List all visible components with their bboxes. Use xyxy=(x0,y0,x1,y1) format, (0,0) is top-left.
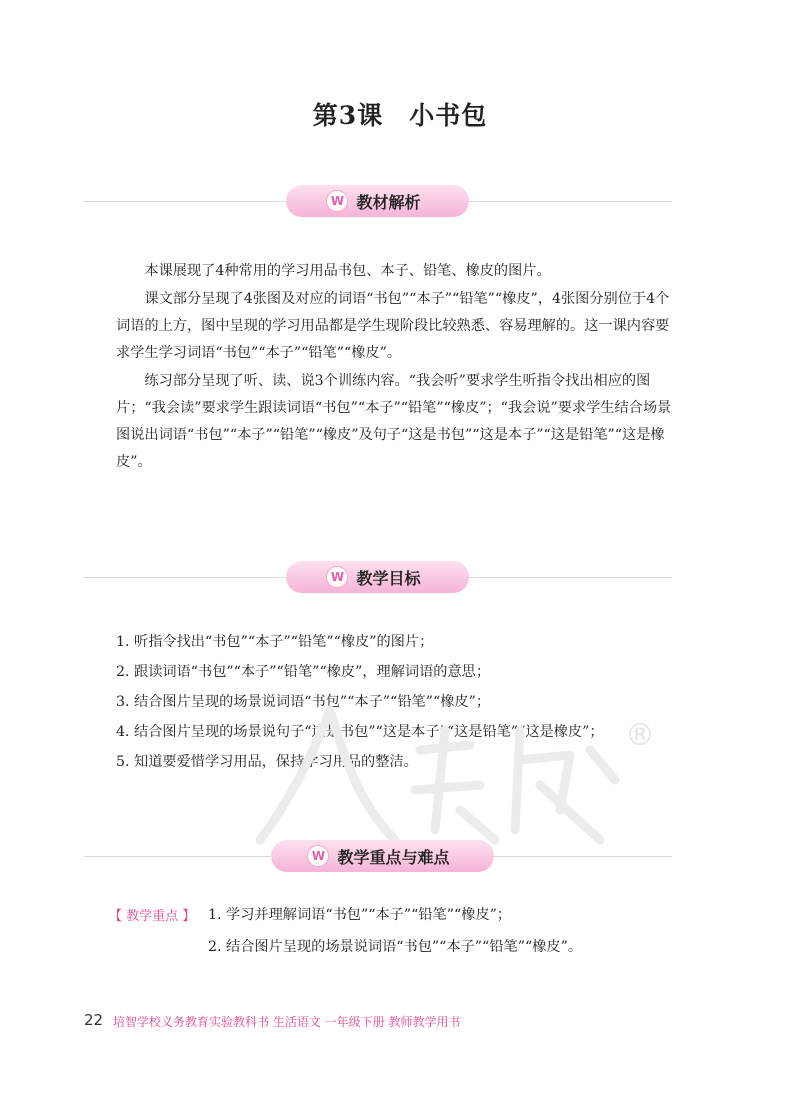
page-number: 22 xyxy=(84,1011,104,1029)
section-header-analysis xyxy=(84,183,672,219)
objective-item: 4. 结合图片呈现的场景说句子“这是书包”“这是本子”“这是铅笔”“这是橡皮”； xyxy=(116,724,604,740)
section-title: 教学重点与难点 xyxy=(337,847,450,867)
section-pill xyxy=(286,561,469,593)
section-pill xyxy=(271,840,494,872)
key-points-label: 【 教学重点 】 xyxy=(109,909,196,924)
section-header-key-points xyxy=(84,838,672,874)
objective-item: 5. 知道要爱惜学习用品，保持学习用品的整洁。 xyxy=(116,754,418,770)
footer-book-title: 培智学校义务教育实验教科书 生活语文 一年级下册 教师教学用书 xyxy=(113,1015,461,1029)
section-badge-icon: W xyxy=(326,566,348,588)
analysis-paragraph-2: 课文部分呈现了4张图及对应的词语“书包”“本子”“铅笔”“橡皮”，4张图分别位于4个词语的上方，图中呈现的学习用品都是学生现阶段比较熟悉、容易理解的。这一课内容要求学生学习词语“书包”“本子”“铅笔”“橡皮”。 xyxy=(116,291,670,361)
objective-item: 2. 跟读词语“书包”“本子”“铅笔”“橡皮”，理解词语的意思； xyxy=(116,664,491,680)
registered-mark: ® xyxy=(625,718,655,753)
key-point-item: 1. 学习并理解词语“书包”“本子”“铅笔”“橡皮”； xyxy=(208,907,512,923)
section-badge-icon: W xyxy=(307,845,329,867)
analysis-paragraph-3: 练习部分呈现了听、读、说3个训练内容。“我会听”要求学生听指令找出相应的图片；“我会读”要求学生跟读词语“书包”“本子”“铅笔”“橡皮”；“我会说”要求学生结合场景图说出词语“书包”“本子”“铅笔”“橡皮”及句子“这是书包”“这是本子”“这是铅笔”“这是橡皮”。 xyxy=(116,373,672,470)
objective-item: 3. 结合图片呈现的场景说词语“书包”“本子”“铅笔”“橡皮”； xyxy=(116,694,491,710)
section-badge-icon: W xyxy=(326,190,348,212)
objective-item: 1. 听指令找出“书包”“本子”“铅笔”“橡皮”的图片； xyxy=(116,634,434,650)
key-point-item: 2. 结合图片呈现的场景说词语“书包”“本子”“铅笔”“橡皮”。 xyxy=(208,939,583,955)
section-header-objectives xyxy=(84,559,672,595)
analysis-paragraph-1: 本课展现了4种常用的学习用品书包、本子、铅笔、橡皮的图片。 xyxy=(144,263,551,279)
section-pill xyxy=(286,185,469,217)
section-title: 教学目标 xyxy=(356,568,421,588)
page-title: 第3课 小书包 xyxy=(312,101,488,130)
publisher-watermark xyxy=(220,690,670,860)
section-title: 教材解析 xyxy=(356,192,421,212)
